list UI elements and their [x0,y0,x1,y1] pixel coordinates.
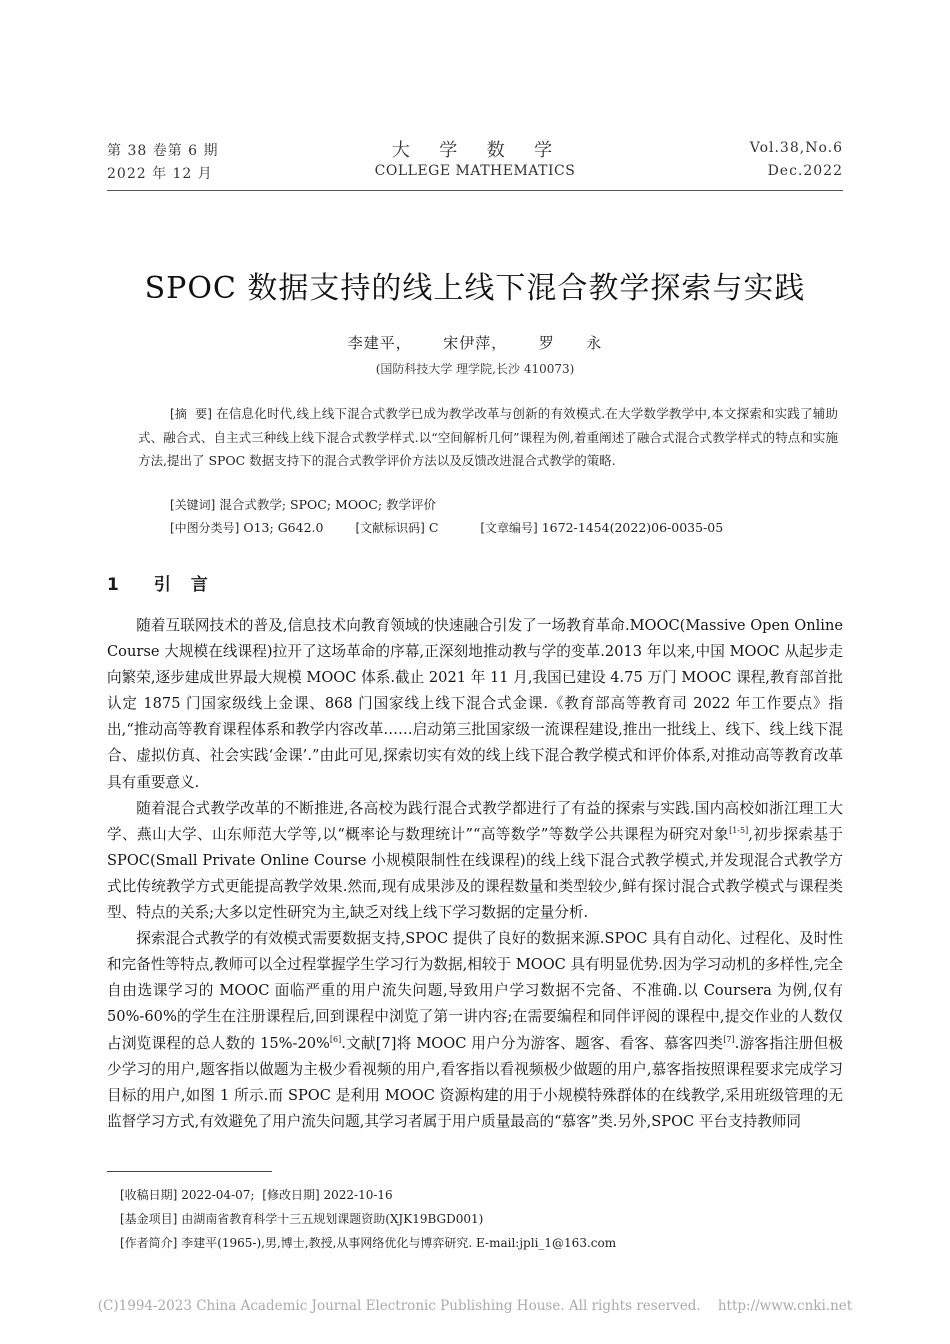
header-rule [107,190,843,191]
paper-authors: 李建平， 宋伊萍， 罗 永 [347,334,603,352]
footnote-rule [107,1171,272,1172]
classification [170,519,723,536]
body-text [107,613,843,1135]
keywords-text: 混合式教学; SPOC; MOOC; 教学评价 [219,497,437,512]
paragraph-2 [107,796,843,926]
revised-date-value: 2022-10-16 [323,1188,393,1202]
journal-title-en: COLLEGE MATHEMATICS [374,163,576,179]
section-heading [107,570,228,595]
citation-6: [6] [329,1034,342,1044]
paragraph-2-part-a: 随着混合式教学改革的不断推进,各高校为践行混合式教学都进行了有益的探索与实践.国内高校如浙江理工大学、燕山大学、山东师范大学等,以“概率论与数理统计”“高等数学”等数学公共课程为研究对象 [107,799,843,843]
author-bio-label: [作者简介] [120,1236,178,1250]
footnote-dates [120,1186,393,1203]
paragraph-2-part-b: ,初步探索基于 SPOC(Small Private Online Course 小规模限制性在线课程)的线上线下混合式教学模式,并发现混合式教学方式比传统教学方式更能提高教学效果.然而,现有成果涉及的课程数量和类型较少,鲜有探讨混合式教学模式与课程类型、特点的关系;大多以定性研究为主,缺乏对线上线下学习数据的定量分析. [107,825,843,922]
fund-value: 由湖南省教育科学十三五规划课题资助(XJK19BGD001) [181,1212,484,1226]
journal-title-cn: 大 学 数 学 [391,140,559,161]
section-number: 1 [107,575,119,595]
doc-code-label: [文献标识码] [355,521,425,535]
received-date-value: 2022-04-07; [181,1188,255,1202]
received-date-label: [收稿日期] [120,1188,178,1202]
footnote-fund [120,1210,483,1227]
clc-label: [中图分类号] [170,521,240,535]
section-title: 引言 [153,575,228,595]
keywords-label: [关键词] [170,498,216,512]
revised-date-label: [修改日期] [262,1188,320,1202]
paper-affiliation: (国防科技大学 理学院,长沙 410073) [375,362,575,376]
copyright-footer: (C)1994-2023 China Academic Journal Electronic Publishing House. All rights reserved. http://www.cnki.net [97,1298,853,1314]
paragraph-3-part-b: .文献[7]将 MOOC 用户分为游客、题客、看客、慕客四类 [341,1034,724,1052]
citation-1-5: [1-5] [729,825,749,835]
paragraph-1: 随着互联网技术的普及,信息技术向教育领域的快速融合引发了一场教育革命.MOOC(Massive Open Online Course 大规模在线课程)拉开了这场革命的序幕,正深刻地推动教与学的变革.2013 年以来,中国 MOOC 从起步走向繁荣,逐步建成世界最大规模 MOOC 体系.截止 2021 年 11 月,我国已建设 4.75 万门 MOOC 课程,教育部首批认定 1875 门国家级线上金课、868 门国家线上线下混合式金课.《教育部高等教育司 2022 年工作要点》指出,“推动高等教育课程体系和教学内容改革……启动第三批国家级一流课程建设,推出一批线上、线下、线上线下混合、虚拟仿真、社会实践‘金课’.”由此可见,探索切实有效的线上线下混合教学模式和评价体系,对推动高等教育改革具有重要意义. [107,617,843,791]
paragraph-3 [107,926,843,1135]
abstract-text: 在信息化时代,线上线下混合式教学已成为教学改革与创新的有效模式.在大学数学教学中,本文探索和实践了辅助式、融合式、自主式三种线上线下混合式教学样式.以“空间解析几何”课程为例,着重阐述了融合式混合式教学样式的特点和实施方法,提出了 SPOC 数据支持下的混合式教学评价方法以及反馈改进混合式教学的策略. [138,406,838,468]
volume-issue-cn: 第 38 卷第 6 期 [107,143,219,159]
date-cn: 2022 年 12 月 [107,166,213,182]
clc-value: O13; G642.0 [243,520,324,535]
paragraph-3-part-a: 探索混合式教学的有效模式需要数据支持,SPOC 提供了良好的数据来源.SPOC 具有自动化、过程化、及时性和完备性等特点,教师可以全过程掌握学生学习行为数据,相较于 MOOC 具有明显优势.因为学习动机的多样性,完全自由选课学习的 MOOC 面临严重的用户流失问题,导致用户学习数据不完备、不准确.以 Coursera 为例,仅有 50%-60%的学生在注册课程后,回到课程中浏览了第一讲内容;在需要编程和同伴评阅的课程中,提交作业的人数仅占浏览课程的总人数的 15%-20% [107,930,843,1052]
paper-title: SPOC 数据支持的线上线下混合教学探索与实践 [144,271,806,306]
author-bio-value: 李建平(1965-),男,博士,教授,从事网络优化与博弈研究. E-mail:jpli_1@163.com [181,1236,617,1250]
paragraph-3-part-c: .游客指注册但极少学习的用户,题客指以做题为主极少看视频的用户,看客指以看视频极少做题的用户,慕客指按照课程要求完成学习目标的用户,如图 1 所示.而 SPOC 是利用 MOOC 资源构建的用于小规模特殊群体的在线教学,采用班级管理的无监督学习方式,有效避免了用户流失问题,其学习者属于用户质量最高的“慕客”类.另外,SPOC 平台支持教师同 [107,1034,843,1130]
abstract-label: [摘 要] [170,407,212,421]
footnote-author [120,1234,616,1251]
fund-label: [基金项目] [120,1212,178,1226]
doc-code-value: C [428,520,439,535]
article-number-label: [文章编号] [480,521,538,535]
keywords [170,495,436,513]
article-number-value: 1672-1454(2022)06-0035-05 [541,520,724,535]
date-en: Dec.2022 [767,163,843,179]
volume-issue-en: Vol.38,No.6 [749,140,843,156]
citation-7: [7] [723,1034,735,1044]
abstract [138,402,838,472]
